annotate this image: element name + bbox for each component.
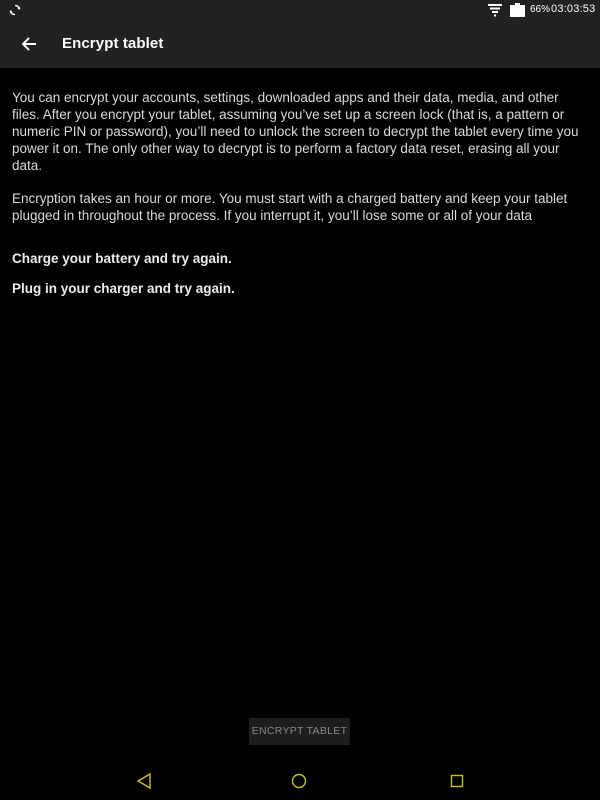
wifi-icon — [487, 3, 503, 17]
nav-recent-apps-icon[interactable] — [448, 772, 466, 790]
charger-warning: Plug in your charger and try again. — [12, 281, 235, 296]
battery-icon — [509, 3, 526, 17]
arrow-back-icon — [21, 36, 37, 52]
back-button[interactable] — [12, 27, 46, 61]
sync-icon — [8, 3, 22, 17]
battery-warning: Charge your battery and try again. — [12, 251, 232, 266]
encrypt-tablet-button[interactable]: ENCRYPT TABLET — [249, 718, 350, 745]
navigation-bar — [0, 760, 600, 800]
status-bar — [0, 0, 600, 21]
content — [12, 89, 588, 296]
battery-percent: 66% — [530, 4, 551, 15]
encryption-duration-note: Encryption takes an hour or more. You must start with a charged battery and keep your tablet plugged in throughout the process. If you interrupt it, you’ll lose some or all of your data — [12, 191, 568, 223]
toolbar — [0, 21, 600, 68]
encryption-description: You can encrypt your accounts, settings, downloaded apps and their data, media, and other files. After you encrypt your tablet, assuming you’ve set up a screen lock (that is, a pattern or numeric PIN or password), you’ll need to unlock the screen to decrypt the tablet every time you power it on. The only other way to decrypt is to perform a factory data reset, erasing all your data. — [12, 90, 579, 173]
nav-back-icon[interactable] — [135, 772, 153, 790]
clock: 03:03:53 — [551, 3, 596, 15]
nav-home-icon[interactable] — [290, 772, 308, 790]
page-title: Encrypt tablet — [62, 35, 164, 52]
